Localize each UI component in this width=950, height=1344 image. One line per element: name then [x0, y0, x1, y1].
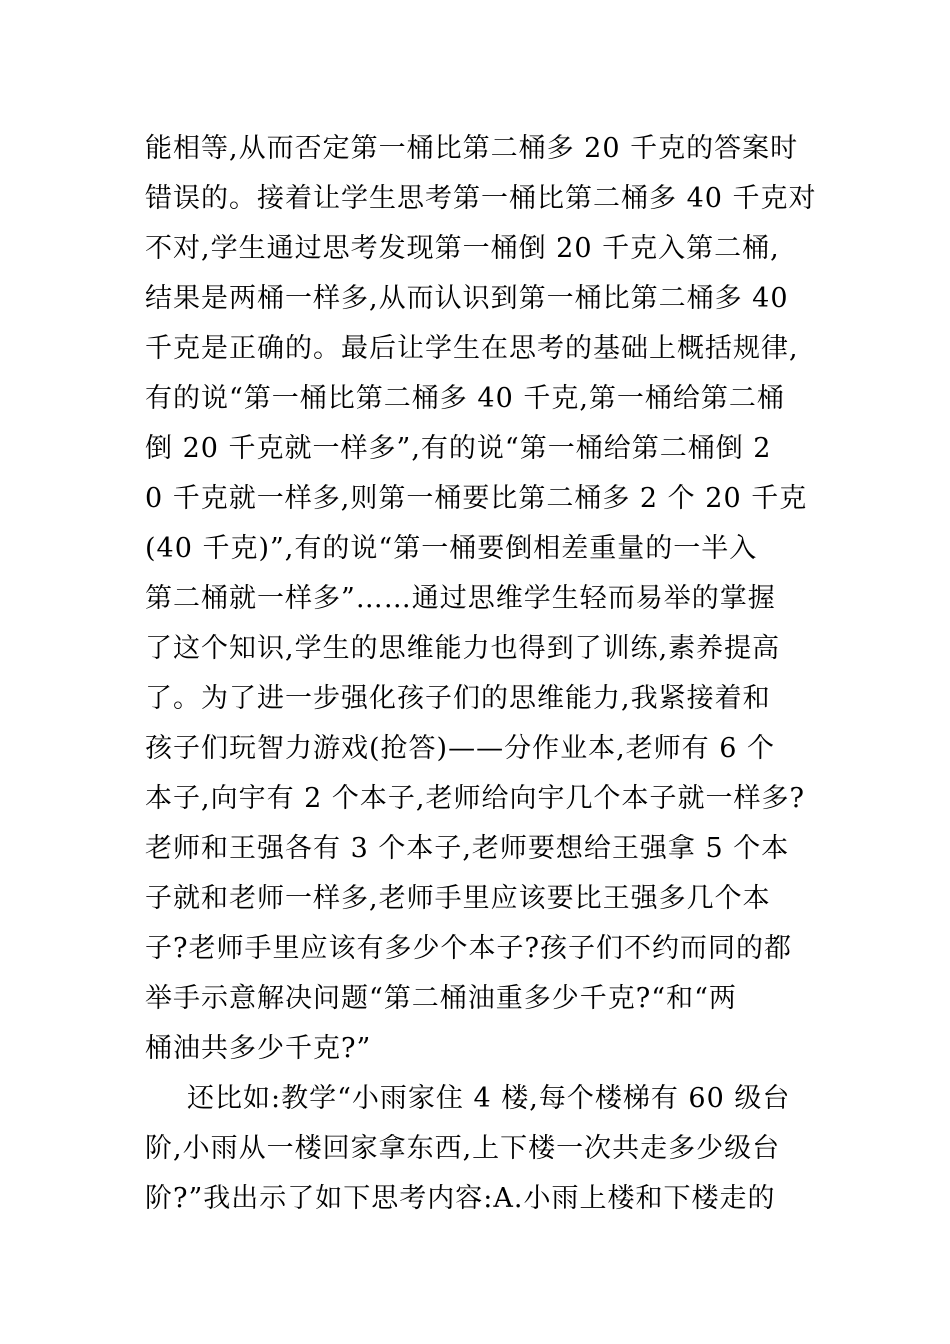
text-line: 阶?”我出示了如下思考内容:A.小雨上楼和下楼走的	[145, 1183, 776, 1214]
text-line: 了。为了进一步强化孩子们的思维能力,我紧接着和	[145, 683, 771, 714]
text-line: 举手示意解决问题“第二桶油重多少千克?“和“两	[145, 983, 737, 1014]
text-line: 错误的。接着让学生思考第一桶比第二桶多 40 千克对	[145, 183, 817, 214]
text-line: 老师和王强各有 3 个本子,老师要想给王强拿 5 个本	[145, 833, 790, 864]
body-text	[145, 124, 825, 1224]
paragraph-start-line: 还比如:教学“小雨家住 4 楼,每个楼梯有 60 级台	[187, 1083, 791, 1114]
text-line: 本子,向宇有 2 个本子,老师给向宇几个本子就一样多?	[145, 783, 805, 814]
text-line: 阶,小雨从一楼回家拿东西,上下楼一次共走多少级台	[145, 1133, 781, 1164]
text-line: 倒 20 千克就一样多”,有的说“第一桶给第二桶倒 2	[145, 433, 772, 464]
text-line: 第二桶就一样多”……通过思维学生轻而易举的掌握	[145, 583, 776, 614]
text-line: 千克是正确的。最后让学生在思考的基础上概括规律,	[145, 333, 799, 364]
text-line: 结果是两桶一样多,从而认识到第一桶比第二桶多 40	[145, 283, 789, 314]
text-line: 孩子们玩智力游戏(抢答)——分作业本,老师有 6 个	[145, 733, 775, 764]
text-line: (40 千克)”,有的说“第一桶要倒相差重量的一半入	[145, 533, 758, 564]
text-line: 子就和老师一样多,老师手里应该要比王强多几个本	[145, 883, 771, 914]
text-line: 能相等,从而否定第一桶比第二桶多 20 千克的答案时	[145, 133, 799, 164]
text-line: 不对,学生通过思考发现第一桶倒 20 千克入第二桶,	[145, 233, 780, 264]
text-line: 桶油共多少千克?”	[145, 1033, 372, 1064]
text-line: 有的说“第一桶比第二桶多 40 千克,第一桶给第二桶	[145, 383, 785, 414]
text-line: 了这个知识,学生的思维能力也得到了训练,素养提高	[145, 633, 781, 664]
text-line: 子?老师手里应该有多少个本子?孩子们不约而同的都	[145, 933, 792, 964]
text-line: 0 千克就一样多,则第一桶要比第二桶多 2 个 20 千克	[145, 483, 808, 514]
